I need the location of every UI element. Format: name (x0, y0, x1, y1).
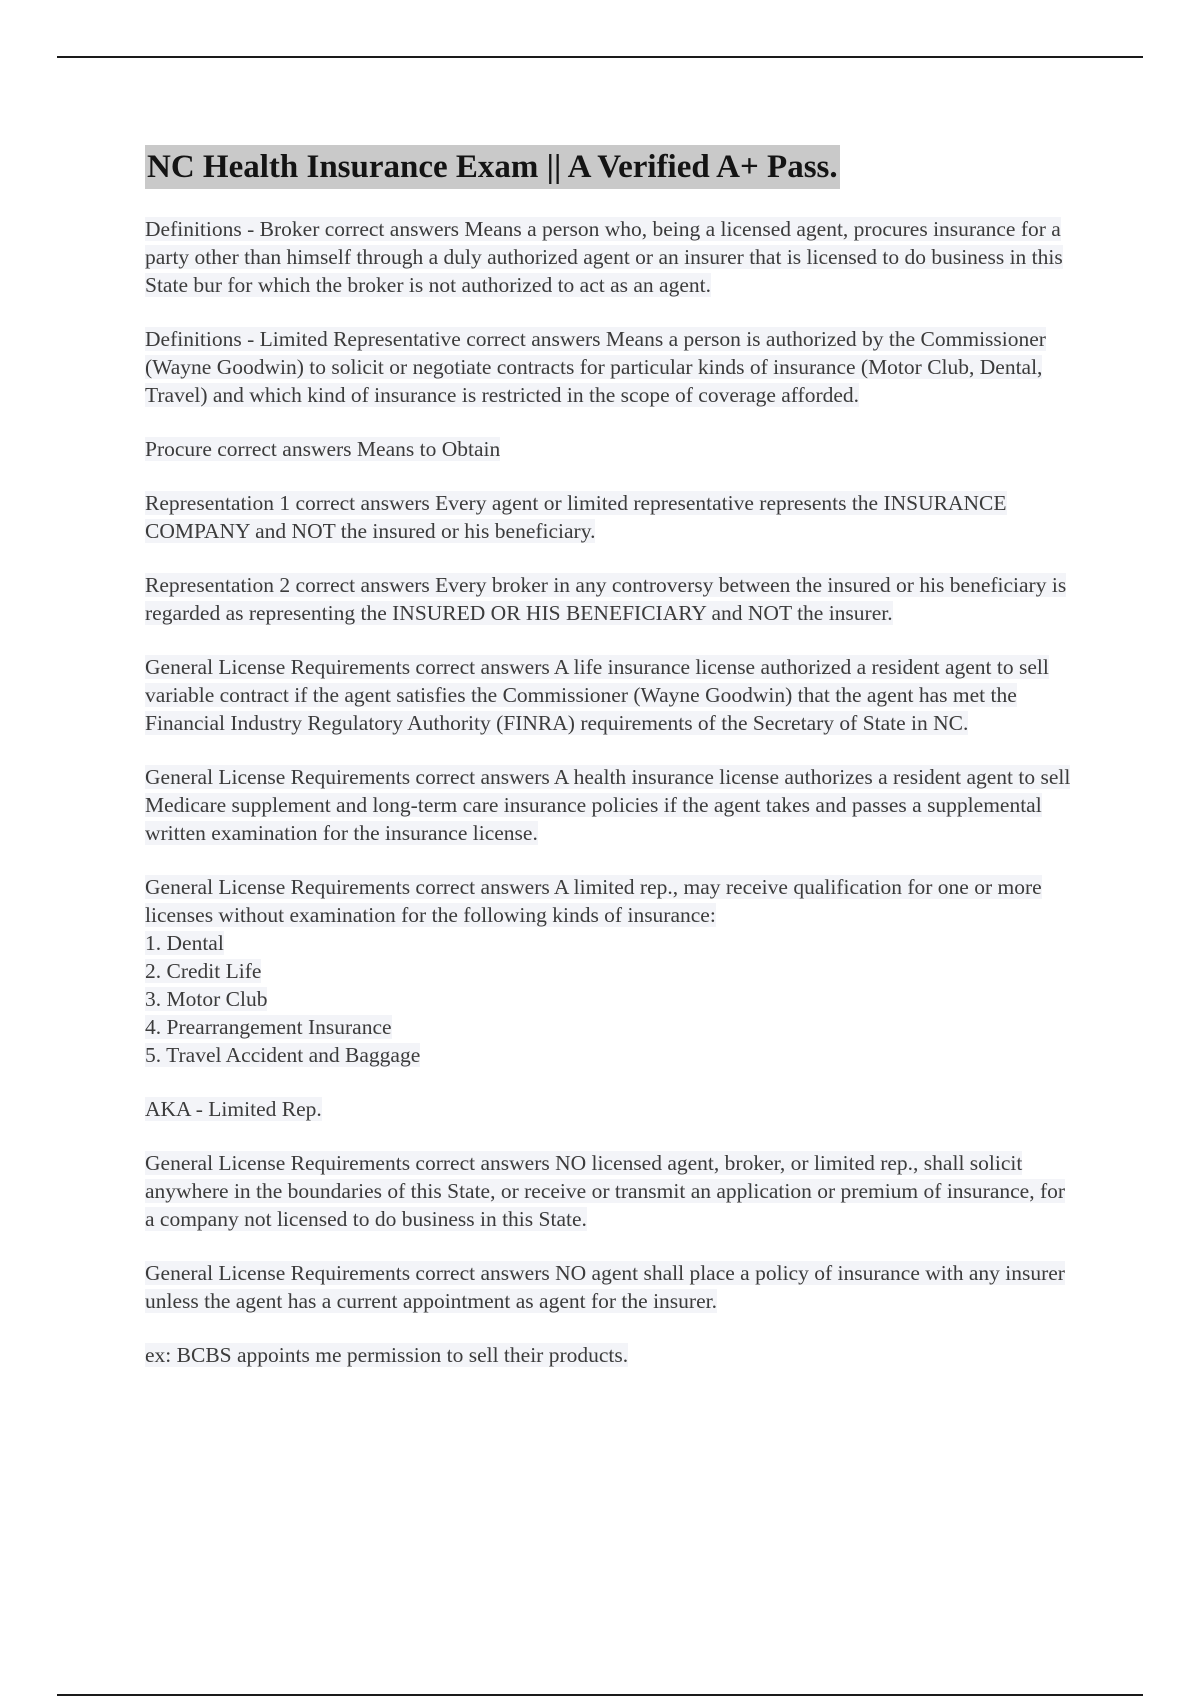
paragraph-representation-1: Representation 1 correct answers Every agent or limited representative represents the INSURANCE COMPANY and NOT the insured or his beneficiary. (145, 491, 1007, 543)
paragraph-license-health: General License Requirements correct answers A health insurance license authorizes a resident agent to sell Medicare supplement and long-term care insurance policies if the agent takes and passes a supplemental written examination for the insurance license. (145, 765, 1071, 845)
paragraph-aka: AKA - Limited Rep. (145, 1097, 322, 1121)
paragraph-limited-rep-qualification: General License Requirements correct answers A limited rep., may receive qualification for one or more licenses without examination for the following kinds of insurance: 1. Dental 2. Credit Life 3. Motor Club 4. Prearrangement Insurance 5. Travel Accident and Baggage (145, 873, 1075, 1069)
list-item: 5. Travel Accident and Baggage (145, 1043, 421, 1067)
list-item: 4. Prearrangement Insurance (145, 1015, 392, 1039)
paragraph-license-life: General License Requirements correct answers A life insurance license authorized a resident agent to sell variable contract if the agent satisfies the Commissioner (Wayne Goodwin) that the agent has met the Financial Industry Regulatory Authority (FINRA) requirements of the Secretary of State in NC. (145, 655, 1049, 735)
document-body (145, 145, 1075, 1395)
paragraph-broker-definition: Definitions - Broker correct answers Means a person who, being a licensed agent, procures insurance for a party other than himself through a duly authorized agent or an insurer that is licensed to do business in this State bur for which the broker is not authorized to act as an agent. (145, 217, 1063, 297)
paragraph-license-no-solicit: General License Requirements correct answers NO licensed agent, broker, or limited rep., shall solicit anywhere in the boundaries of this State, or receive or transmit an application or premium of insurance, for a company not licensed to do business in this State. (145, 1151, 1066, 1231)
list-item: 2. Credit Life (145, 959, 262, 983)
list-item: 1. Dental (145, 931, 224, 955)
paragraph-procure: Procure correct answers Means to Obtain (145, 437, 501, 461)
top-rule (57, 56, 1143, 58)
paragraph-limited-representative-definition: Definitions - Limited Representative correct answers Means a person is authorized by the Commissioner (Wayne Goodwin) to solicit or negotiate contracts for particular kinds of insurance (Motor Club, Dental, Travel) and which kind of insurance is restricted in the scope of coverage afforded. (145, 327, 1046, 407)
paragraph-license-appointment: General License Requirements correct answers NO agent shall place a policy of insurance with any insurer unless the agent has a current appointment as agent for the insurer. (145, 1261, 1065, 1313)
paragraph-example: ex: BCBS appoints me permission to sell their products. (145, 1343, 629, 1367)
paragraph-representation-2: Representation 2 correct answers Every broker in any controversy between the insured or his beneficiary is regarded as representing the INSURED OR HIS BENEFICIARY and NOT the insurer. (145, 573, 1067, 625)
list-item: 3. Motor Club (145, 987, 268, 1011)
bottom-rule (57, 1694, 1143, 1696)
insurance-kinds-list (145, 929, 1075, 1069)
document-title: NC Health Insurance Exam || A Verified A+ Pass. (145, 145, 840, 189)
